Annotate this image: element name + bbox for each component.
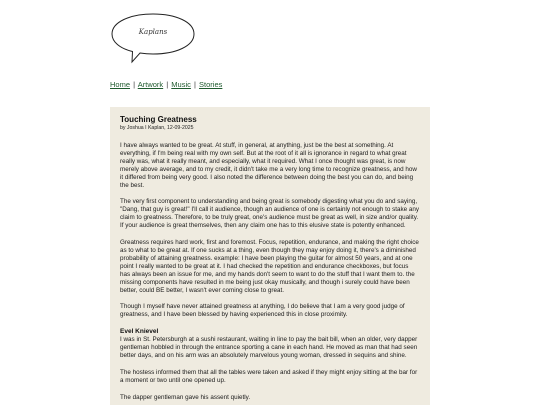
nav-link-music[interactable]: Music xyxy=(171,80,191,89)
nav-link-stories[interactable]: Stories xyxy=(199,80,223,89)
article-paragraph: I have always wanted to be great. At stuff, in general, at anything, just be the best at something. At everything, if I'm being real with my own self. But at the root of it all is ignorance in regard to what great really was, what it really meant, and especially, what it required. What I once thought was great, is now merely above average, and to my credit, it didn't take me a very long time to recognize greatness, and how it differed from being very good. I also noted the difference between doing the best you can do, and being the best. xyxy=(120,142,417,189)
nav-separator: | xyxy=(166,80,169,89)
article-paragraph: The dapper gentleman gave his assent quietly. xyxy=(120,393,251,401)
article-title: Touching Greatness xyxy=(120,115,197,124)
article-subheading: Evel Knievel xyxy=(120,328,159,336)
article-paragraph: The very first component to understanding and being great is somebody digesting what you do and saying, "Dang, that guy is great!" I'll call it audience, though an audience of one is certainly not enough to stake any claim to greatness. Therefore, to be truly great, one's audience must be great as well, in size and/or quality. If your audience is great themselves, then any claim one has to this elusive state is potently enhanced. xyxy=(120,198,420,230)
nav-separator: | xyxy=(133,80,136,89)
nav-link-artwork[interactable]: Artwork xyxy=(137,80,164,89)
article-paragraph: Though I myself have never attained greatness at anything, I do believe that I am a very good judge of greatness, and I have been blessed by having experienced this in close proximity. xyxy=(120,303,405,319)
article-paragraph: I was in St. Petersburgh at a sushi restaurant, waiting in line to pay the bait bill, when an older, very dapper gentleman hobbled in through the entrance sporting a cane in each hand. He moved as man that had seen better days, and on his arm was an absolutely marvelous young woman, dressed in sequins and shine. xyxy=(120,336,418,359)
article-paragraph: Greatness requires hard work, first and foremost. Focus, repetition, endurance, and making the right choice as to what to be great at. If one sucks at a thing, even though they may enjoy doing it, there's a diminished probability of attaining greatness. example: I have been playing the guitar for almost 50 years, and at one point I really wanted to be great at it. I had checked the repetition and endurance checkboxes, but focus has always been an issue for me, and my hands don't seem to want to do the stuff that I want them to. the missing components have resulted in me being just okay musically, and though i surely could have been better, could BE better, I wasn't ever coming close to great. xyxy=(120,239,419,294)
speech-bubble-icon xyxy=(110,12,196,64)
article-byline: by Joshua I Kaplan, 12-09-2025 xyxy=(120,125,194,131)
nav-separator: | xyxy=(193,80,196,89)
logo-text: Kaplans xyxy=(138,28,168,36)
nav-link-home[interactable]: Home xyxy=(110,80,131,89)
site-logo[interactable] xyxy=(110,12,196,64)
main-nav xyxy=(110,80,222,89)
article-paragraph: The hostess informed them that all the tables were taken and asked if they might enjoy sitting at the bar for a moment or two until one opened up. xyxy=(120,368,418,384)
article-card xyxy=(110,107,430,405)
